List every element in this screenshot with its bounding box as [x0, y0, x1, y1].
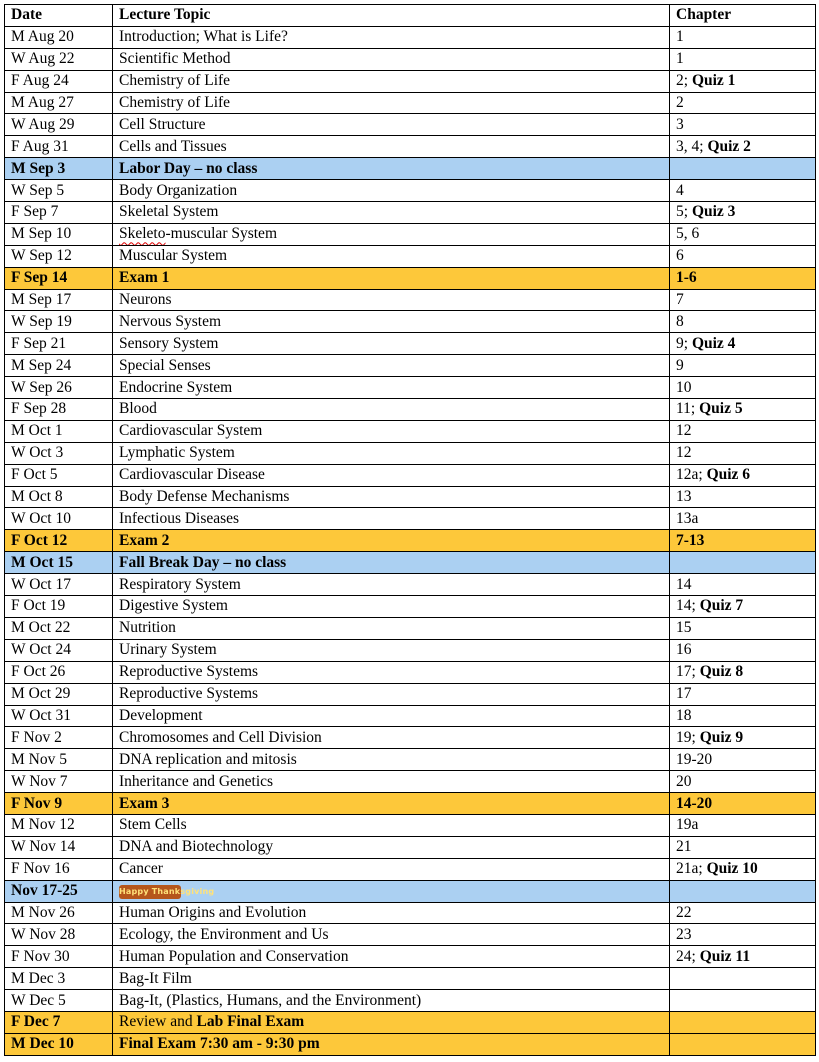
topic-cell: Special Senses — [113, 355, 670, 377]
chapter-text: 23 — [676, 925, 692, 943]
chapter-text: 3 — [676, 115, 684, 133]
table-row — [5, 661, 816, 683]
thanksgiving-badge-icon: Happy Thanksgiving — [119, 885, 181, 899]
chapter-text: 11; — [676, 400, 700, 418]
topic-text: Review and — [119, 1013, 197, 1031]
chapter-cell — [670, 661, 816, 683]
date-cell: W Aug 22 — [5, 48, 113, 70]
chapter-text: 17; — [676, 663, 700, 681]
table-row — [5, 749, 816, 771]
date-cell: F Oct 26 — [5, 661, 113, 683]
topic-cell: Body Defense Mechanisms — [113, 486, 670, 508]
chapter-text: 21a; — [676, 860, 707, 878]
quiz-label: Quiz 11 — [699, 947, 751, 965]
table-row — [5, 793, 816, 815]
chapter-cell — [670, 683, 816, 705]
chapter-cell — [670, 26, 816, 48]
date-cell: M Aug 20 — [5, 26, 113, 48]
date-cell: M Sep 24 — [5, 355, 113, 377]
chapter-cell — [670, 617, 816, 639]
topic-cell — [113, 223, 670, 245]
chapter-cell — [670, 880, 816, 902]
table-row — [5, 311, 816, 333]
chapter-text: 5; — [676, 203, 692, 221]
chapter-text: 18 — [676, 706, 692, 724]
date-cell: M Sep 10 — [5, 223, 113, 245]
topic-cell: Digestive System — [113, 596, 670, 618]
table-row — [5, 836, 816, 858]
table-row — [5, 92, 816, 114]
table-row — [5, 136, 816, 158]
chapter-cell — [670, 902, 816, 924]
schedule-table — [4, 4, 816, 1056]
topic-cell — [113, 880, 670, 902]
topic-cell: Human Population and Conservation — [113, 946, 670, 968]
header-chapter: Chapter — [670, 5, 816, 27]
topic-cell: Scientific Method — [113, 48, 670, 70]
chapter-cell — [670, 223, 816, 245]
date-cell: W Oct 31 — [5, 705, 113, 727]
topic-cell: Reproductive Systems — [113, 661, 670, 683]
table-row — [5, 858, 816, 880]
chapter-text: 9; — [676, 334, 692, 352]
chapter-text: 17 — [676, 685, 692, 703]
chapter-cell — [670, 727, 816, 749]
chapter-text: 5, 6 — [676, 225, 700, 243]
table-row — [5, 420, 816, 442]
chapter-text: 1 — [676, 28, 684, 46]
topic-cell: Infectious Diseases — [113, 508, 670, 530]
table-row — [5, 355, 816, 377]
date-cell: W Oct 3 — [5, 442, 113, 464]
topic-cell: Muscular System — [113, 245, 670, 267]
table-row — [5, 924, 816, 946]
chapter-cell — [670, 968, 816, 990]
topic-cell: Introduction; What is Life? — [113, 26, 670, 48]
topic-cell: Blood — [113, 399, 670, 421]
quiz-label: Quiz 2 — [707, 137, 751, 155]
table-row — [5, 530, 816, 552]
chapter-cell — [670, 486, 816, 508]
chapter-text: 1-6 — [676, 269, 697, 287]
date-cell: F Nov 2 — [5, 727, 113, 749]
date-cell: M Aug 27 — [5, 92, 113, 114]
table-row — [5, 267, 816, 289]
table-row — [5, 1033, 816, 1055]
topic-cell: Ecology, the Environment and Us — [113, 924, 670, 946]
quiz-label: Quiz 8 — [699, 663, 744, 681]
chapter-cell — [670, 596, 816, 618]
chapter-text: 24; — [676, 947, 700, 965]
date-cell: F Nov 9 — [5, 793, 113, 815]
table-row — [5, 158, 816, 180]
table-row — [5, 70, 816, 92]
topic-cell: Exam 1 — [113, 267, 670, 289]
date-cell: W Dec 5 — [5, 990, 113, 1012]
topic-cell: Inheritance and Genetics — [113, 771, 670, 793]
topic-cell: Exam 2 — [113, 530, 670, 552]
date-cell: F Sep 21 — [5, 333, 113, 355]
date-cell: W Sep 19 — [5, 311, 113, 333]
date-cell: W Sep 26 — [5, 377, 113, 399]
table-row — [5, 968, 816, 990]
chapter-cell — [670, 836, 816, 858]
chapter-cell — [670, 749, 816, 771]
table-row — [5, 771, 816, 793]
table-row — [5, 464, 816, 486]
table-row — [5, 1011, 816, 1033]
chapter-cell — [670, 333, 816, 355]
date-cell: M Oct 29 — [5, 683, 113, 705]
date-cell: F Aug 31 — [5, 136, 113, 158]
table-row — [5, 377, 816, 399]
chapter-text: 19a — [676, 816, 699, 834]
chapter-text: 14-20 — [676, 794, 713, 812]
quiz-label: Quiz 6 — [706, 466, 751, 484]
topic-cell: Lymphatic System — [113, 442, 670, 464]
table-row — [5, 442, 816, 464]
table-row — [5, 990, 816, 1012]
topic-cell: Stem Cells — [113, 814, 670, 836]
topic-bold-text: Lab Final Exam — [196, 1013, 305, 1031]
table-row — [5, 880, 816, 902]
table-row — [5, 486, 816, 508]
date-cell: F Dec 7 — [5, 1011, 113, 1033]
topic-cell: DNA and Biotechnology — [113, 836, 670, 858]
chapter-cell — [670, 639, 816, 661]
chapter-cell — [670, 70, 816, 92]
date-cell: M Oct 1 — [5, 420, 113, 442]
date-cell: W Oct 17 — [5, 574, 113, 596]
date-cell: W Sep 12 — [5, 245, 113, 267]
date-cell: W Nov 14 — [5, 836, 113, 858]
chapter-cell — [670, 924, 816, 946]
topic-cell: Reproductive Systems — [113, 683, 670, 705]
topic-cell: DNA replication and mitosis — [113, 749, 670, 771]
topic-cell: Chemistry of Life — [113, 70, 670, 92]
chapter-cell — [670, 355, 816, 377]
chapter-cell — [670, 552, 816, 574]
table-row — [5, 399, 816, 421]
chapter-cell — [670, 267, 816, 289]
chapter-cell — [670, 92, 816, 114]
chapter-cell — [670, 858, 816, 880]
table-row — [5, 180, 816, 202]
quiz-label: Quiz 1 — [691, 72, 736, 90]
table-row — [5, 114, 816, 136]
table-row — [5, 617, 816, 639]
table-row — [5, 552, 816, 574]
topic-cell: Cardiovascular System — [113, 420, 670, 442]
chapter-cell — [670, 114, 816, 136]
date-cell: F Sep 14 — [5, 267, 113, 289]
date-cell: M Nov 12 — [5, 814, 113, 836]
chapter-cell — [670, 289, 816, 311]
table-row — [5, 574, 816, 596]
chapter-cell — [670, 705, 816, 727]
date-cell: M Dec 3 — [5, 968, 113, 990]
date-cell: M Oct 22 — [5, 617, 113, 639]
topic-text-misspelled: Skeleto — [119, 225, 166, 243]
topic-cell: Endocrine System — [113, 377, 670, 399]
quiz-label: Quiz 10 — [706, 860, 758, 878]
quiz-label: Quiz 3 — [691, 203, 736, 221]
chapter-text: 19; — [676, 728, 700, 746]
date-cell: M Dec 10 — [5, 1033, 113, 1055]
topic-text: -muscular System — [165, 225, 277, 243]
date-cell: M Oct 8 — [5, 486, 113, 508]
schedule-body — [5, 26, 816, 1055]
chapter-cell — [670, 946, 816, 968]
chapter-text: 8 — [676, 312, 684, 330]
table-row — [5, 902, 816, 924]
date-cell: F Aug 24 — [5, 70, 113, 92]
date-cell: F Nov 16 — [5, 858, 113, 880]
topic-cell: Chemistry of Life — [113, 92, 670, 114]
table-row — [5, 48, 816, 70]
chapter-text: 7 — [676, 291, 684, 309]
chapter-text: 2 — [676, 94, 684, 111]
chapter-text: 2; — [676, 72, 692, 90]
topic-cell — [113, 1011, 670, 1033]
date-cell: F Nov 30 — [5, 946, 113, 968]
quiz-label: Quiz 4 — [691, 334, 736, 352]
table-row — [5, 223, 816, 245]
chapter-text: 12 — [676, 444, 692, 462]
topic-cell: Exam 3 — [113, 793, 670, 815]
table-row — [5, 333, 816, 355]
topic-cell: Nervous System — [113, 311, 670, 333]
date-cell: W Sep 5 — [5, 180, 113, 202]
chapter-cell — [670, 136, 816, 158]
chapter-text: 10 — [676, 378, 692, 396]
chapter-text: 14; — [676, 597, 700, 615]
header-row — [5, 5, 816, 27]
quiz-label: Quiz 5 — [699, 400, 743, 418]
chapter-cell — [670, 530, 816, 552]
date-cell: W Nov 28 — [5, 924, 113, 946]
topic-cell: Bag-It Film — [113, 968, 670, 990]
topic-cell: Final Exam 7:30 am - 9:30 pm — [113, 1033, 670, 1055]
chapter-cell — [670, 814, 816, 836]
topic-cell: Nutrition — [113, 617, 670, 639]
topic-cell: Body Organization — [113, 180, 670, 202]
chapter-text: 12 — [676, 422, 692, 440]
chapter-text: 3, 4; — [676, 137, 708, 155]
chapter-text: 6 — [676, 247, 684, 265]
table-row — [5, 705, 816, 727]
quiz-label: Quiz 7 — [699, 597, 744, 615]
table-row — [5, 202, 816, 224]
date-cell: F Oct 19 — [5, 596, 113, 618]
chapter-cell — [670, 158, 816, 180]
table-row — [5, 946, 816, 968]
topic-cell: Respiratory System — [113, 574, 670, 596]
chapter-text: 9 — [676, 356, 684, 374]
chapter-text: 12a; — [676, 466, 707, 484]
date-cell: F Sep 28 — [5, 399, 113, 421]
date-cell: W Oct 24 — [5, 639, 113, 661]
chapter-cell — [670, 442, 816, 464]
date-cell: M Oct 15 — [5, 552, 113, 574]
topic-cell: Bag-It, (Plastics, Humans, and the Environment) — [113, 990, 670, 1012]
chapter-cell — [670, 245, 816, 267]
chapter-text: 21 — [676, 838, 692, 856]
chapter-cell — [670, 311, 816, 333]
topic-cell: Sensory System — [113, 333, 670, 355]
chapter-text: 15 — [676, 619, 692, 637]
chapter-text: 1 — [676, 50, 684, 68]
topic-cell: Labor Day – no class — [113, 158, 670, 180]
chapter-cell — [670, 990, 816, 1012]
header-date: Date — [5, 5, 113, 27]
chapter-cell — [670, 420, 816, 442]
chapter-text: 14 — [676, 575, 692, 593]
chapter-text: 7-13 — [676, 531, 705, 549]
quiz-label: Quiz 9 — [699, 728, 744, 746]
header-lecture-topic: Lecture Topic — [113, 5, 670, 27]
chapter-cell — [670, 508, 816, 530]
chapter-text: 22 — [676, 903, 692, 921]
table-row — [5, 26, 816, 48]
topic-cell: Human Origins and Evolution — [113, 902, 670, 924]
date-cell: M Sep 17 — [5, 289, 113, 311]
chapter-cell — [670, 574, 816, 596]
table-row — [5, 727, 816, 749]
date-cell: W Oct 10 — [5, 508, 113, 530]
topic-cell: Fall Break Day – no class — [113, 552, 670, 574]
date-cell: F Oct 5 — [5, 464, 113, 486]
chapter-cell — [670, 1011, 816, 1033]
chapter-cell — [670, 48, 816, 70]
chapter-cell — [670, 377, 816, 399]
date-cell: W Aug 29 — [5, 114, 113, 136]
date-cell: M Sep 3 — [5, 158, 113, 180]
chapter-cell — [670, 180, 816, 202]
chapter-text: 13a — [676, 509, 699, 527]
date-cell: F Oct 12 — [5, 530, 113, 552]
topic-cell: Development — [113, 705, 670, 727]
chapter-cell — [670, 399, 816, 421]
chapter-cell — [670, 793, 816, 815]
chapter-cell — [670, 771, 816, 793]
chapter-cell — [670, 464, 816, 486]
topic-cell: Chromosomes and Cell Division — [113, 727, 670, 749]
topic-cell: Neurons — [113, 289, 670, 311]
chapter-text: 16 — [676, 641, 692, 659]
chapter-cell — [670, 1033, 816, 1055]
date-cell: M Nov 5 — [5, 749, 113, 771]
topic-cell: Cardiovascular Disease — [113, 464, 670, 486]
table-row — [5, 639, 816, 661]
chapter-text: 19-20 — [676, 750, 713, 768]
topic-cell: Cells and Tissues — [113, 136, 670, 158]
chapter-text: 13 — [676, 488, 692, 506]
table-row — [5, 814, 816, 836]
table-row — [5, 596, 816, 618]
date-cell: M Nov 26 — [5, 902, 113, 924]
date-cell: Nov 17-25 — [5, 880, 113, 902]
topic-cell: Cell Structure — [113, 114, 670, 136]
topic-cell: Urinary System — [113, 639, 670, 661]
chapter-text: 20 — [676, 772, 692, 790]
topic-cell: Skeletal System — [113, 202, 670, 224]
table-row — [5, 245, 816, 267]
date-cell: F Sep 7 — [5, 202, 113, 224]
date-cell: W Nov 7 — [5, 771, 113, 793]
table-row — [5, 289, 816, 311]
chapter-text: 4 — [676, 181, 684, 199]
table-row — [5, 683, 816, 705]
table-row — [5, 508, 816, 530]
topic-cell: Cancer — [113, 858, 670, 880]
chapter-cell — [670, 202, 816, 224]
